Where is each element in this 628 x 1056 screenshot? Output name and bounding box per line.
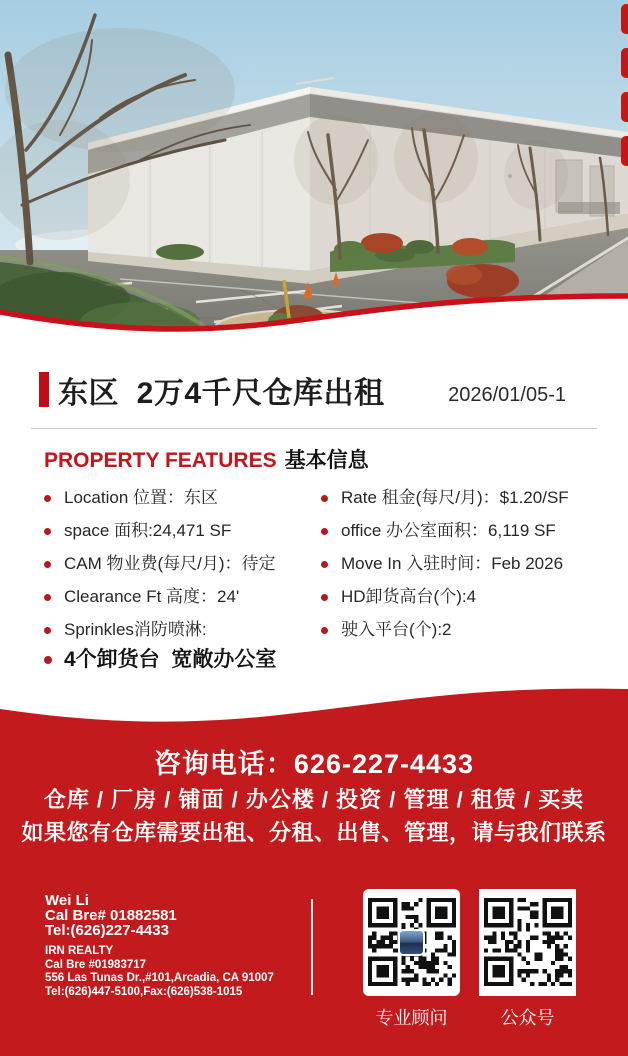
feature-item [44,618,316,642]
feature-item [44,519,316,543]
cta-phone: 咨询电话：626-227-4433 [153,749,475,779]
page-edge-tab-icon [621,136,628,166]
bullet-icon [44,594,51,601]
feature-item [321,552,611,576]
page-edge-tab-icon [621,92,628,122]
company-name: IRN REALTY [45,945,114,957]
bullet-icon [44,561,51,568]
company-address: 556 Las Tunas Dr.,#101,Arcadia, CA 91007 [45,972,274,984]
bullet-icon [321,561,328,568]
cta-pitch: 如果您有仓库需要出租、分租、出售、管理，请与我们联系 [21,820,607,845]
wave-divider-top [0,258,628,360]
bullet-icon [44,656,52,664]
bullet-icon [44,528,51,535]
agent-info [45,893,177,938]
bullet-icon [44,627,51,634]
page-edge-tab-icon [621,48,628,78]
bullet-icon [321,594,328,601]
feature-item [44,585,316,609]
feature-highlight-text: 4个卸货台 宽敞办公室 [64,648,277,671]
features-heading-zh: 基本信息 [284,449,369,472]
bullet-icon [44,495,51,502]
qr-code-official-account [479,889,576,996]
qr-code-agent [363,889,460,996]
bullet-icon [321,627,328,634]
cta-services: 仓库 / 厂房 / 铺面 / 办公楼 / 投资 / 管理 / 租赁 / 买卖 [43,787,585,812]
page-title: 东区 2万4千尺仓库出租 [58,377,385,410]
feature-text: space 面积:24,471 SF [64,521,232,540]
feature-text: office 办公室面积：6,119 SF [341,521,556,540]
feature-text: Clearance Ft 高度：24' [64,587,240,606]
feature-text: 驶入平台(个):2 [341,620,452,639]
footer-divider [311,899,313,995]
qr-pattern [484,898,572,986]
agent-phone: Tel:(626)227-4433 [45,922,169,939]
features-heading [44,444,369,474]
agent-license: Cal Bre# 01882581 [45,907,177,924]
feature-text: Location 位置：东区 [64,488,218,507]
feature-text: CAM 物业费(每尺/月)：待定 [64,554,276,573]
company-phones: Tel:(626)447-5100,Fax:(626)538-1015 [45,985,243,998]
feature-item [321,519,611,543]
feature-text: Rate 租金(每尺/月)：$1.20/SF [341,488,569,507]
bullet-icon [321,528,328,535]
date-code: 2026/01/05-1 [448,384,566,406]
page-edge-tab-icon [621,4,628,34]
feature-text: Move In 入驻时间：Feb 2026 [341,554,564,573]
feature-item [44,486,316,510]
title-accent-bar [39,372,49,407]
feature-item [321,486,611,510]
feature-item [44,552,316,576]
bullet-icon [321,495,328,502]
feature-item [321,585,611,609]
feature-text: Sprinkles消防喷淋: [64,620,207,639]
company-info [45,945,274,999]
feature-item [321,618,611,642]
qr-label-agent: 专业顾问 [375,1008,448,1028]
agent-name: Wei Li [45,892,89,909]
company-license: Cal Bre #01983717 [45,958,147,971]
qr-label-official-account: 公众号 [500,1008,555,1028]
section-divider [31,428,597,429]
qr-center-logo [398,929,425,956]
features-heading-en: PROPERTY FEATURES [44,449,277,472]
feature-text: HD卸货高台(个):4 [341,587,477,606]
